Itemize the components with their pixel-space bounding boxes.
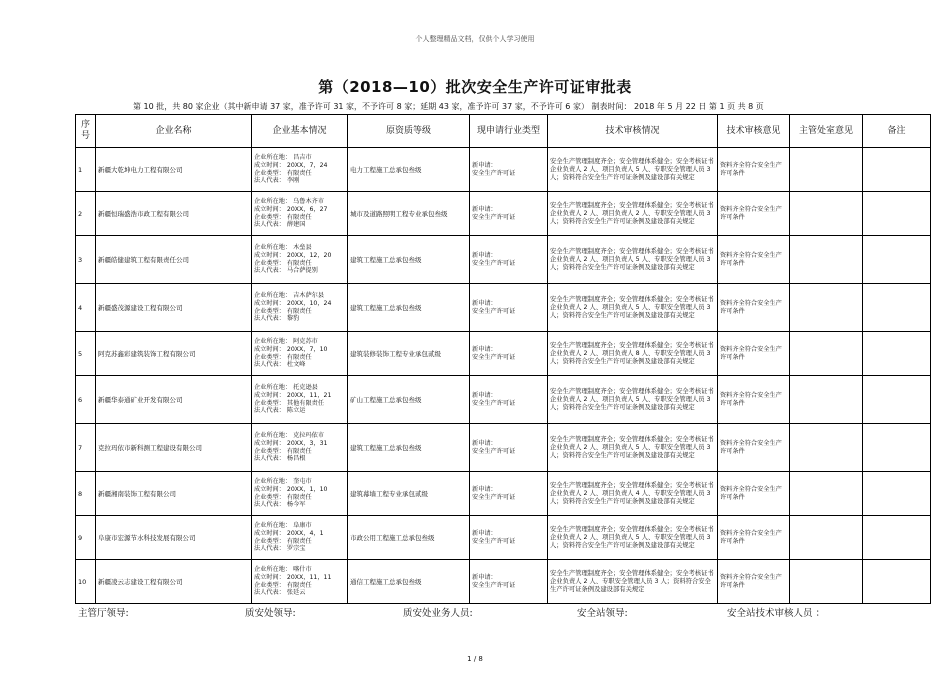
header-basic: 企业基本情况 — [252, 115, 348, 148]
cell-original-grade: 矿山工程施工总承包叁级 — [348, 376, 470, 424]
cell-no: 10 — [76, 560, 96, 604]
table-row — [76, 516, 931, 560]
cell-original-grade: 建筑装修装饰工程专业承包贰级 — [348, 332, 470, 376]
table-row — [76, 236, 931, 284]
table-row — [76, 560, 931, 604]
cell-application-type: 新申请： 安全生产许可证 — [470, 236, 548, 284]
cell-company-name: 新疆大乾坤电力工程有限公司 — [96, 148, 252, 192]
cell-company-name: 克拉玛依市新科测工程建设有限公司 — [96, 424, 252, 472]
cell-basic-info: 企业所在地： 阜康市 成立时间： 20XX，4，1 企业类型： 有限责任 法人代表： 罗宗宝 — [252, 516, 348, 560]
footer-lead5: 安全站技术审核人员 ： — [727, 608, 826, 619]
cell-technical-review: 安全生产管理制度齐全；安全管理体系健全；安全考核证书企业负责人 2 人、项目负责人 5 人、专职安全管理人员 3 人；资料符合安全生产许可证条例及建设部有关规定 — [548, 516, 718, 560]
cell-basic-info: 企业所在地： 乌鲁木齐市 成立时间： 20XX，6，27 企业类型： 有限责任 法人代表： 薛建国 — [252, 192, 348, 236]
footer-lead2: 质安处领导: — [245, 608, 296, 619]
header-grade: 原资质等级 — [348, 115, 470, 148]
cell-no: 7 — [76, 424, 96, 472]
cell-no: 2 — [76, 192, 96, 236]
cell-technical-review: 安全生产管理制度齐全；安全管理体系健全；安全考核证书企业负责人 2 人、项目负责人 5 人、专职安全管理人员 3 人；资料符合安全生产许可证条例及建设部有关规定 — [548, 284, 718, 332]
cell-company-name: 新疆盛茂源建设工程有限公司 — [96, 284, 252, 332]
table-row — [76, 472, 931, 516]
cell-application-type: 新申请： 安全生产许可证 — [470, 332, 548, 376]
cell-technical-review: 安全生产管理制度齐全；安全管理体系健全；安全考核证书企业负责人 2 人、项目负责人 5 人、专职安全管理人员 3 人；资料符合安全生产许可证条例及建设部有关规定 — [548, 148, 718, 192]
table-row — [76, 284, 931, 332]
cell-review-opinion: 资料齐全符合安全生产许可条件 — [718, 516, 790, 560]
table-row — [76, 424, 931, 472]
cell-no: 8 — [76, 472, 96, 516]
cell-original-grade: 建筑工程施工总承包叁级 — [348, 236, 470, 284]
header-chief: 主管处室意见 — [790, 115, 863, 148]
cell-basic-info: 企业所在地： 昌吉市 成立时间： 20XX，7，24 企业类型： 有限责任 法人代表： 李刚 — [252, 148, 348, 192]
table-header-row — [76, 115, 931, 148]
cell-technical-review: 安全生产管理制度齐全；安全管理体系健全；安全考核证书企业负责人 2 人、项目负责人 4 人、专职安全管理人员 3 人；资料符合安全生产许可证条例及建设部有关规定 — [548, 472, 718, 516]
cell-basic-info: 企业所在地： 克拉玛依市 成立时间： 20XX，3，31 企业类型： 有限责任 法人代表： 杨昌根 — [252, 424, 348, 472]
table-row — [76, 376, 931, 424]
cell-no: 3 — [76, 236, 96, 284]
footer-lead3: 质安处业务人员: — [403, 608, 473, 619]
cell-chief-opinion — [790, 236, 863, 284]
cell-remark — [863, 424, 931, 472]
table-row — [76, 192, 931, 236]
cell-application-type: 新申请： 安全生产许可证 — [470, 424, 548, 472]
cell-original-grade: 电力工程施工总承包叁级 — [348, 148, 470, 192]
page-number: 1 / 8 — [467, 655, 483, 663]
cell-original-grade: 建筑工程施工总承包叁级 — [348, 284, 470, 332]
page-title: 第（2018—10）批次安全生产许可证审批表 — [318, 78, 632, 96]
cell-chief-opinion — [790, 376, 863, 424]
header-review: 技术审核情况 — [548, 115, 718, 148]
cell-remark — [863, 560, 931, 604]
cell-application-type: 新申请： 安全生产许可证 — [470, 560, 548, 604]
cell-application-type: 新申请： 安全生产许可证 — [470, 516, 548, 560]
cell-basic-info: 企业所在地： 阿克苏市 成立时间： 20XX，7，10 企业类型： 有限责任 法人代表： 杜文峰 — [252, 332, 348, 376]
cell-company-name: 阜康市宏源节水科技发展有限公司 — [96, 516, 252, 560]
cell-technical-review: 安全生产管理制度齐全；安全管理体系健全；安全考核证书企业负责人 2 人、项目负责人 2 人、专职安全管理人员 3 人；资料符合安全生产许可证条例及建设部有关规定 — [548, 192, 718, 236]
cell-review-opinion: 资料齐全符合安全生产许可条件 — [718, 424, 790, 472]
cell-application-type: 新申请： 安全生产许可证 — [470, 376, 548, 424]
cell-basic-info: 企业所在地： 喀什市 成立时间： 20XX，11，11 企业类型： 有限责任 法人代表： 张廷云 — [252, 560, 348, 604]
cell-basic-info: 企业所在地： 托克逊县 成立时间： 20XX，11，21 企业类型： 其他有限责任 法人代表： 陈立运 — [252, 376, 348, 424]
cell-remark — [863, 192, 931, 236]
cell-application-type: 新申请： 安全生产许可证 — [470, 472, 548, 516]
cell-technical-review: 安全生产管理制度齐全；安全管理体系健全；安全考核证书企业负责人 2 人、项目负责人 5 人、专职安全管理人员 3 人；资料符合安全生产许可证条例及建设部有关规定 — [548, 236, 718, 284]
header-name: 企业名称 — [96, 115, 252, 148]
table-row — [76, 332, 931, 376]
cell-review-opinion: 资料齐全符合安全生产许可条件 — [718, 284, 790, 332]
cell-basic-info: 企业所在地： 木垒县 成立时间： 20XX，12，20 企业类型： 有限责任 法人代表： 马合萨提别 — [252, 236, 348, 284]
cell-remark — [863, 376, 931, 424]
header-no: 序号 — [76, 115, 96, 148]
cell-company-name: 阿克苏鑫彩建筑装饰工程有限公司 — [96, 332, 252, 376]
cell-review-opinion: 资料齐全符合安全生产许可条件 — [718, 472, 790, 516]
cell-review-opinion: 资料齐全符合安全生产许可条件 — [718, 236, 790, 284]
cell-application-type: 新申请： 安全生产许可证 — [470, 148, 548, 192]
cell-original-grade: 市政公用工程施工总承包叁级 — [348, 516, 470, 560]
cell-remark — [863, 236, 931, 284]
cell-no: 1 — [76, 148, 96, 192]
cell-basic-info: 企业所在地： 奎屯市 成立时间： 20XX，1，10 企业类型： 有限责任 法人代表： 杨今军 — [252, 472, 348, 516]
cell-no: 5 — [76, 332, 96, 376]
cell-remark — [863, 284, 931, 332]
cell-original-grade: 建筑幕墙工程专业承包贰级 — [348, 472, 470, 516]
cell-chief-opinion — [790, 192, 863, 236]
cell-original-grade: 通信工程施工总承包叁级 — [348, 560, 470, 604]
header-opinion: 技术审核意见 — [718, 115, 790, 148]
cell-original-grade: 城市及道路照明工程专业承包叁级 — [348, 192, 470, 236]
cell-application-type: 新申请： 安全生产许可证 — [470, 192, 548, 236]
cell-no: 4 — [76, 284, 96, 332]
footer-lead4: 安全站领导: — [577, 608, 628, 619]
cell-no: 9 — [76, 516, 96, 560]
table-row — [76, 148, 931, 192]
cell-review-opinion: 资料齐全符合安全生产许可条件 — [718, 560, 790, 604]
cell-review-opinion: 资料齐全符合安全生产许可条件 — [718, 332, 790, 376]
watermark-text: 个人整理精品文档，仅供个人学习使用 — [415, 35, 535, 43]
cell-chief-opinion — [790, 284, 863, 332]
cell-company-name: 新疆湘南装饰工程有限公司 — [96, 472, 252, 516]
cell-technical-review: 安全生产管理制度齐全；安全管理体系健全；安全考核证书企业负责人 2 人、项目负责人 5 人、专职安全管理人员 3 人；资料符合安全生产许可证条例及建设部有关规定 — [548, 376, 718, 424]
cell-chief-opinion — [790, 148, 863, 192]
cell-original-grade: 建筑工程施工总承包叁级 — [348, 424, 470, 472]
cell-remark — [863, 148, 931, 192]
cell-remark — [863, 516, 931, 560]
cell-company-name: 新疆皓健建筑工程有限责任公司 — [96, 236, 252, 284]
cell-review-opinion: 资料齐全符合安全生产许可条件 — [718, 192, 790, 236]
cell-review-opinion: 资料齐全符合安全生产许可条件 — [718, 148, 790, 192]
cell-technical-review: 安全生产管理制度齐全；安全管理体系健全；安全考核证书企业负责人 2 人、项目负责人 8 人、专职安全管理人员 3 人；资料符合安全生产许可证条例及建设部有关规定 — [548, 332, 718, 376]
cell-chief-opinion — [790, 560, 863, 604]
cell-review-opinion: 资料齐全符合安全生产许可条件 — [718, 376, 790, 424]
header-type: 现申请行业类型 — [470, 115, 548, 148]
cell-company-name: 新疆凌云志建设工程有限公司 — [96, 560, 252, 604]
cell-company-name: 新疆华泰通矿业开发有限公司 — [96, 376, 252, 424]
cell-technical-review: 安全生产管理制度齐全；安全管理体系健全；安全考核证书企业负责人 2 人、专职安全管理人员 3 人；资料符合安全生产许可证条例及建设部有关规定 — [548, 560, 718, 604]
cell-remark — [863, 472, 931, 516]
cell-no: 6 — [76, 376, 96, 424]
cell-chief-opinion — [790, 424, 863, 472]
cell-remark — [863, 332, 931, 376]
cell-basic-info: 企业所在地： 吉木萨尔县 成立时间： 20XX，10，24 企业类型： 有限责任 法人代表： 黎豹 — [252, 284, 348, 332]
header-remark: 备注 — [863, 115, 931, 148]
approval-table — [75, 114, 931, 604]
cell-technical-review: 安全生产管理制度齐全；安全管理体系健全；安全考核证书企业负责人 2 人、项目负责人 5 人、专职安全管理人员 3 人；资料符合安全生产许可证条例及建设部有关规定 — [548, 424, 718, 472]
batch-summary: 第 10 批，共 80 家企业（其中新申请 37 家，准予许可 31 家，不予许可 8 家；延期 43 家，准予许可 37 家，不予许可 6 家） 制表时间： 2018 年 5 月 22 日 第 1 页 共 8 页 — [133, 102, 764, 111]
footer-lead1: 主管厅领导: — [78, 608, 129, 619]
cell-chief-opinion — [790, 516, 863, 560]
cell-company-name: 新疆恒瑞盛浩市政工程有限公司 — [96, 192, 252, 236]
cell-application-type: 新申请： 安全生产许可证 — [470, 284, 548, 332]
cell-chief-opinion — [790, 332, 863, 376]
cell-chief-opinion — [790, 472, 863, 516]
